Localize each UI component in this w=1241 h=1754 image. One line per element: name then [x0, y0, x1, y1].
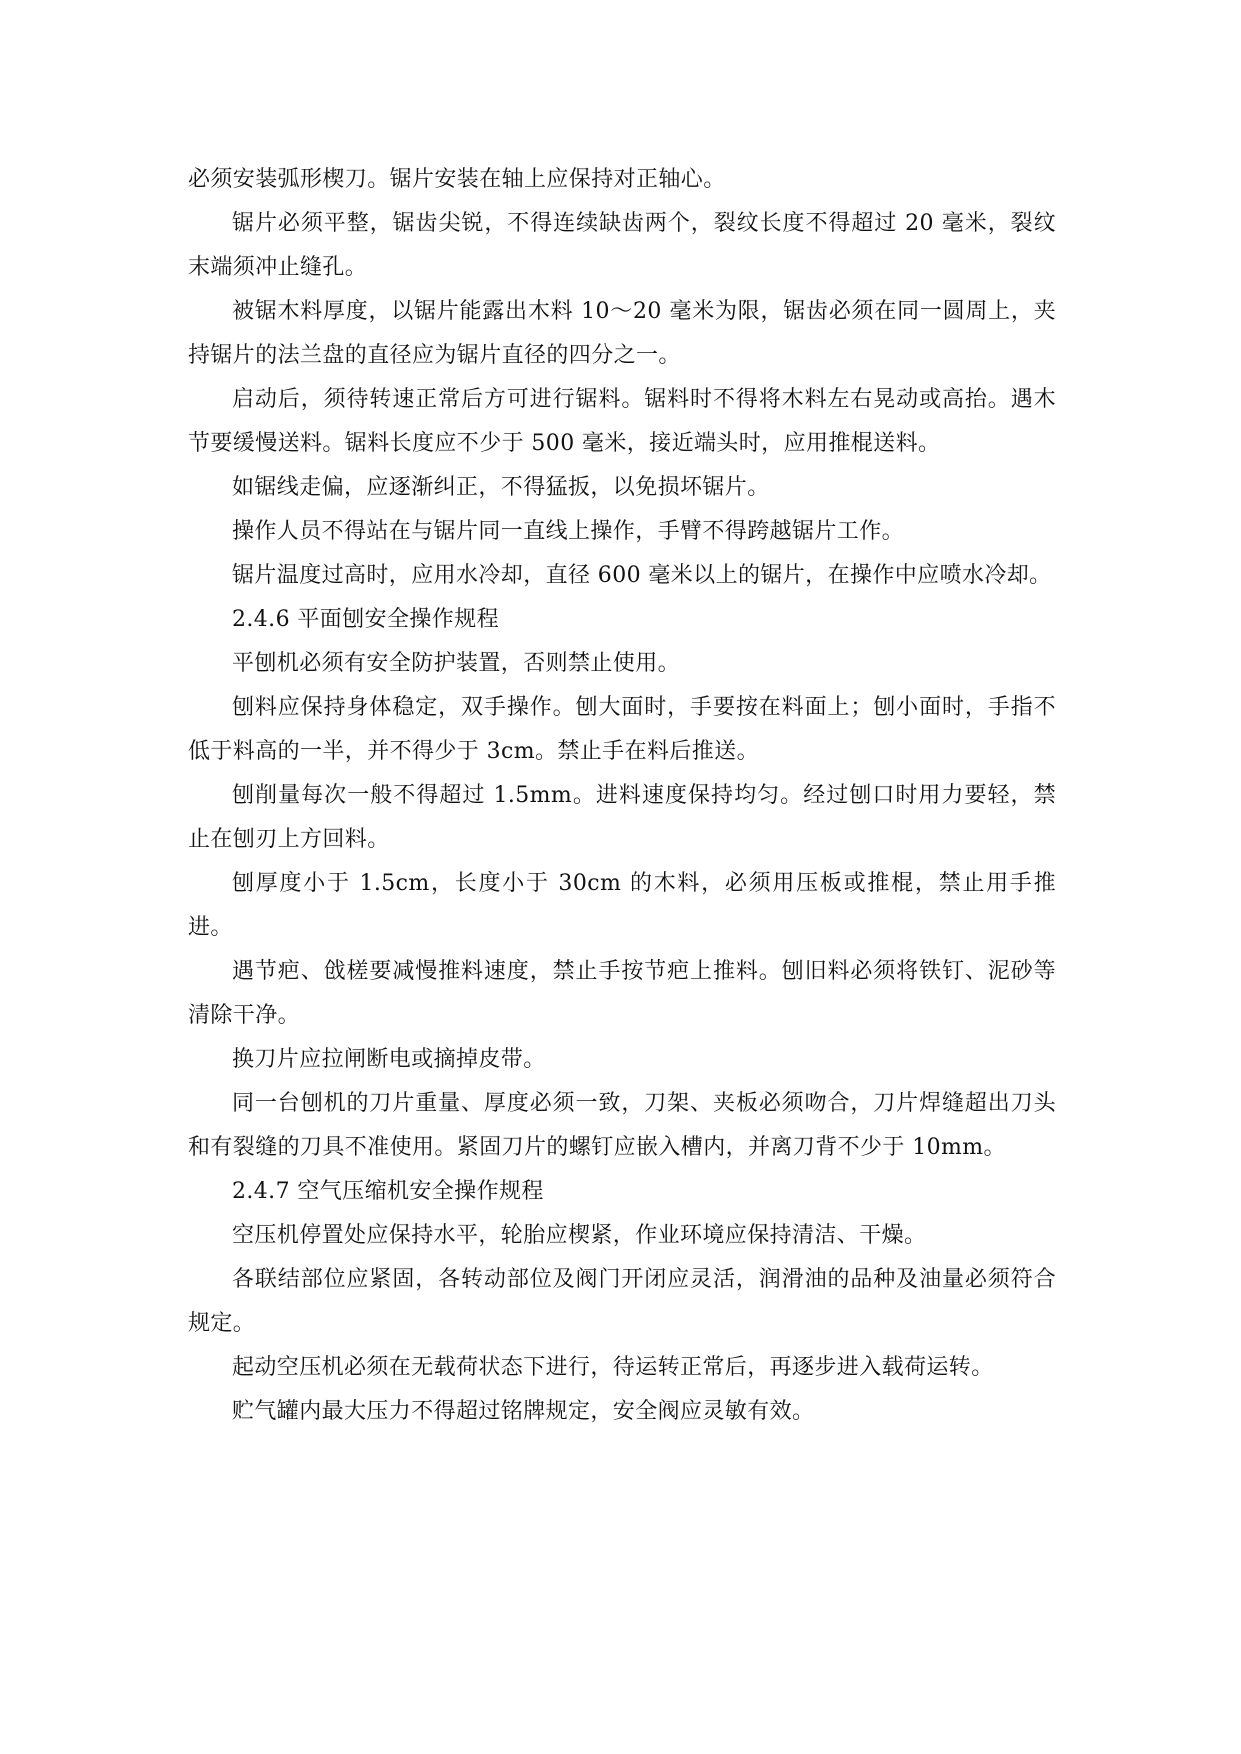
- paragraph: 平刨机必须有安全防护装置，否则禁止使用。: [232, 651, 681, 676]
- paragraph: 锯片必须平整，锯齿尖锐，不得连续缺齿两个，裂纹长度不得超过 20 毫米，裂纹末端须冲止缝孔。: [188, 211, 1056, 280]
- paragraph: 刨料应保持身体稳定，双手操作。刨大面时，手要按在料面上；刨小面时，手指不低于料高的一半，并不得少于 3cm。禁止手在料后推送。: [188, 695, 1056, 764]
- paragraph: 起动空压机必须在无载荷状态下进行，待运转正常后，再逐步进入载荷运转。: [232, 1355, 994, 1380]
- paragraph: 换刀片应拉闸断电或摘掉皮带。: [232, 1047, 546, 1072]
- paragraph: 空压机停置处应保持水平，轮胎应楔紧，作业环境应保持清洁、干燥。: [232, 1223, 927, 1248]
- paragraph: 如锯线走偏，应逐渐纠正，不得猛扳，以免损坏锯片。: [232, 475, 770, 500]
- paragraph: 各联结部位应紧固，各转动部位及阀门开闭应灵活，润滑油的品种及油量必须符合规定。: [188, 1267, 1056, 1336]
- document-body: [188, 158, 1056, 1434]
- paragraph: 遇节疤、戗槎要减慢推料速度，禁止手按节疤上推料。刨旧料必须将铁钉、泥砂等清除干净。: [188, 959, 1056, 1028]
- paragraph: 被锯木料厚度，以锯片能露出木料 10～20 毫米为限，锯齿必须在同一圆周上，夹持锯片的法兰盘的直径应为锯片直径的四分之一。: [188, 299, 1056, 368]
- section-heading-2-4-7: 2.4.7 空气压缩机安全操作规程: [232, 1179, 544, 1204]
- paragraph: 操作人员不得站在与锯片同一直线上操作，手臂不得跨越锯片工作。: [232, 519, 905, 544]
- paragraph: 同一台刨机的刀片重量、厚度必须一致，刀架、夹板必须吻合，刀片焊缝超出刀头和有裂缝的刀具不准使用。紧固刀片的螺钉应嵌入槽内，并离刀背不少于 10mm。: [188, 1091, 1056, 1160]
- paragraph-continuation: 必须安装弧形楔刀。锯片安装在轴上应保持对正轴心。: [188, 167, 726, 192]
- paragraph: 刨削量每次一般不得超过 1.5mm。进料速度保持均匀。经过刨口时用力要轻，禁止在刨刃上方回料。: [188, 783, 1056, 852]
- paragraph: 锯片温度过高时，应用水冷却，直径 600 毫米以上的锯片，在操作中应喷水冷却。: [232, 563, 1052, 588]
- section-heading-2-4-6: 2.4.6 平面刨安全操作规程: [232, 607, 499, 632]
- paragraph: 贮气罐内最大压力不得超过铭牌规定，安全阀应灵敏有效。: [232, 1399, 815, 1424]
- paragraph: 启动后，须待转速正常后方可进行锯料。锯料时不得将木料左右晃动或高抬。遇木节要缓慢送料。锯料长度应不少于 500 毫米，接近端头时，应用推棍送料。: [188, 387, 1056, 456]
- paragraph: 刨厚度小于 1.5cm，长度小于 30cm 的木料，必须用压板或推棍，禁止用手推进。: [188, 871, 1056, 940]
